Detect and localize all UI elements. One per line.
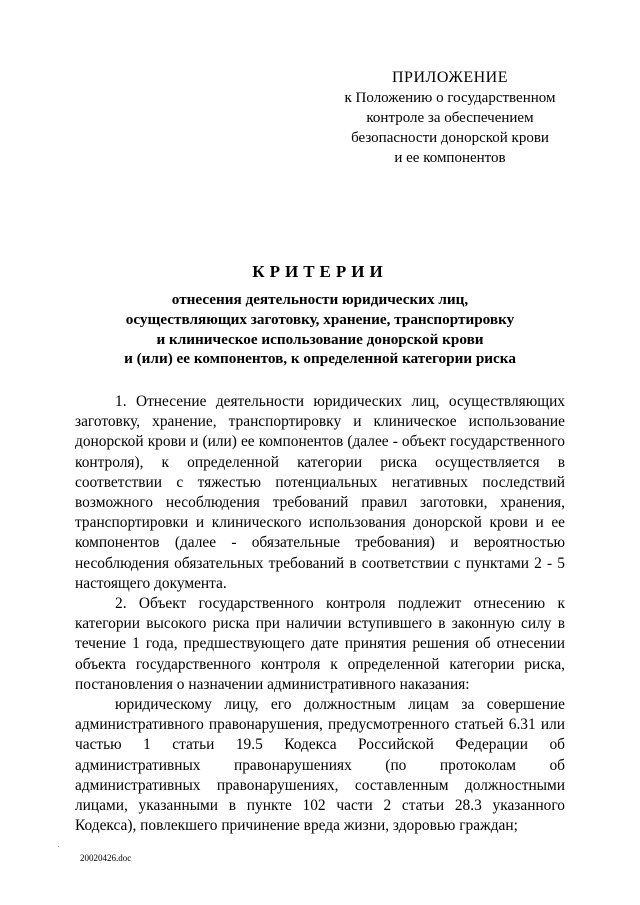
appendix-heading: ПРИЛОЖЕНИЕ xyxy=(391,69,508,86)
document-body xyxy=(75,392,565,836)
paragraph: 2. Объект государственного контроля подлежит отнесению к категории высокого риска при наличии вступившего в законную силу в течение 1 года, предшествующего дате принятия решения об отнесении объекта государственного контроля к определенной категории риска, постановления о назначении административного наказания: xyxy=(75,595,565,693)
paragraph: 1. Отнесение деятельности юридических лиц, осуществляющих заготовку, хранение, транспортировку и клиническое использование донорской крови и (или) ее компонентов (далее - объект государственного контроля), к определенной категории риска осуществляется в соответствии с тяжестью потенциальных негативных последствий возможного несоблюдения требований правил заготовки, хранения, транспортировки и клинического использования донорской крови и ее компонентов (далее - обязательные требования) и вероятностью несоблюдения обязательных требований в соответствии с пунктами 2 - 5 настоящего документа. xyxy=(75,393,565,592)
title-line: и клиническое использование донорской крови xyxy=(156,330,484,348)
document-title xyxy=(60,260,580,369)
appendix-line: к Положению о государственном xyxy=(344,90,556,106)
title-line: осуществляющих заготовку, хранение, транспортировку xyxy=(125,310,515,328)
appendix-line: безопасности донорской крови xyxy=(351,130,549,146)
title-line: отнесения деятельности юридических лиц, xyxy=(171,291,469,308)
paragraph: юридическому лицу, его должностным лицам за совершение административного правонарушения, предусмотренного статьей 6.31 или частью 1 статьи 19.5 Кодекса Российской Федерации об административных правонарушениях (по протоколам об административных правонарушениях, составленным должностными лицами, указанными в пункте 102 части 2 статьи 28.3 указанного Кодекса), повлекшего причинение вреда жизни, здоровью граждан; xyxy=(75,696,565,835)
file-name-footer: 20020426.doc xyxy=(80,853,132,863)
appendix-line: контроле за обеспечением xyxy=(366,110,534,126)
title-line: и (или) ее компонентов, к определенной категории риска xyxy=(124,350,516,368)
appendix-line: и ее компонентов xyxy=(394,150,506,166)
appendix-block xyxy=(322,68,578,168)
title-main: КРИТЕРИИ xyxy=(252,262,388,281)
scan-mark xyxy=(58,846,59,847)
